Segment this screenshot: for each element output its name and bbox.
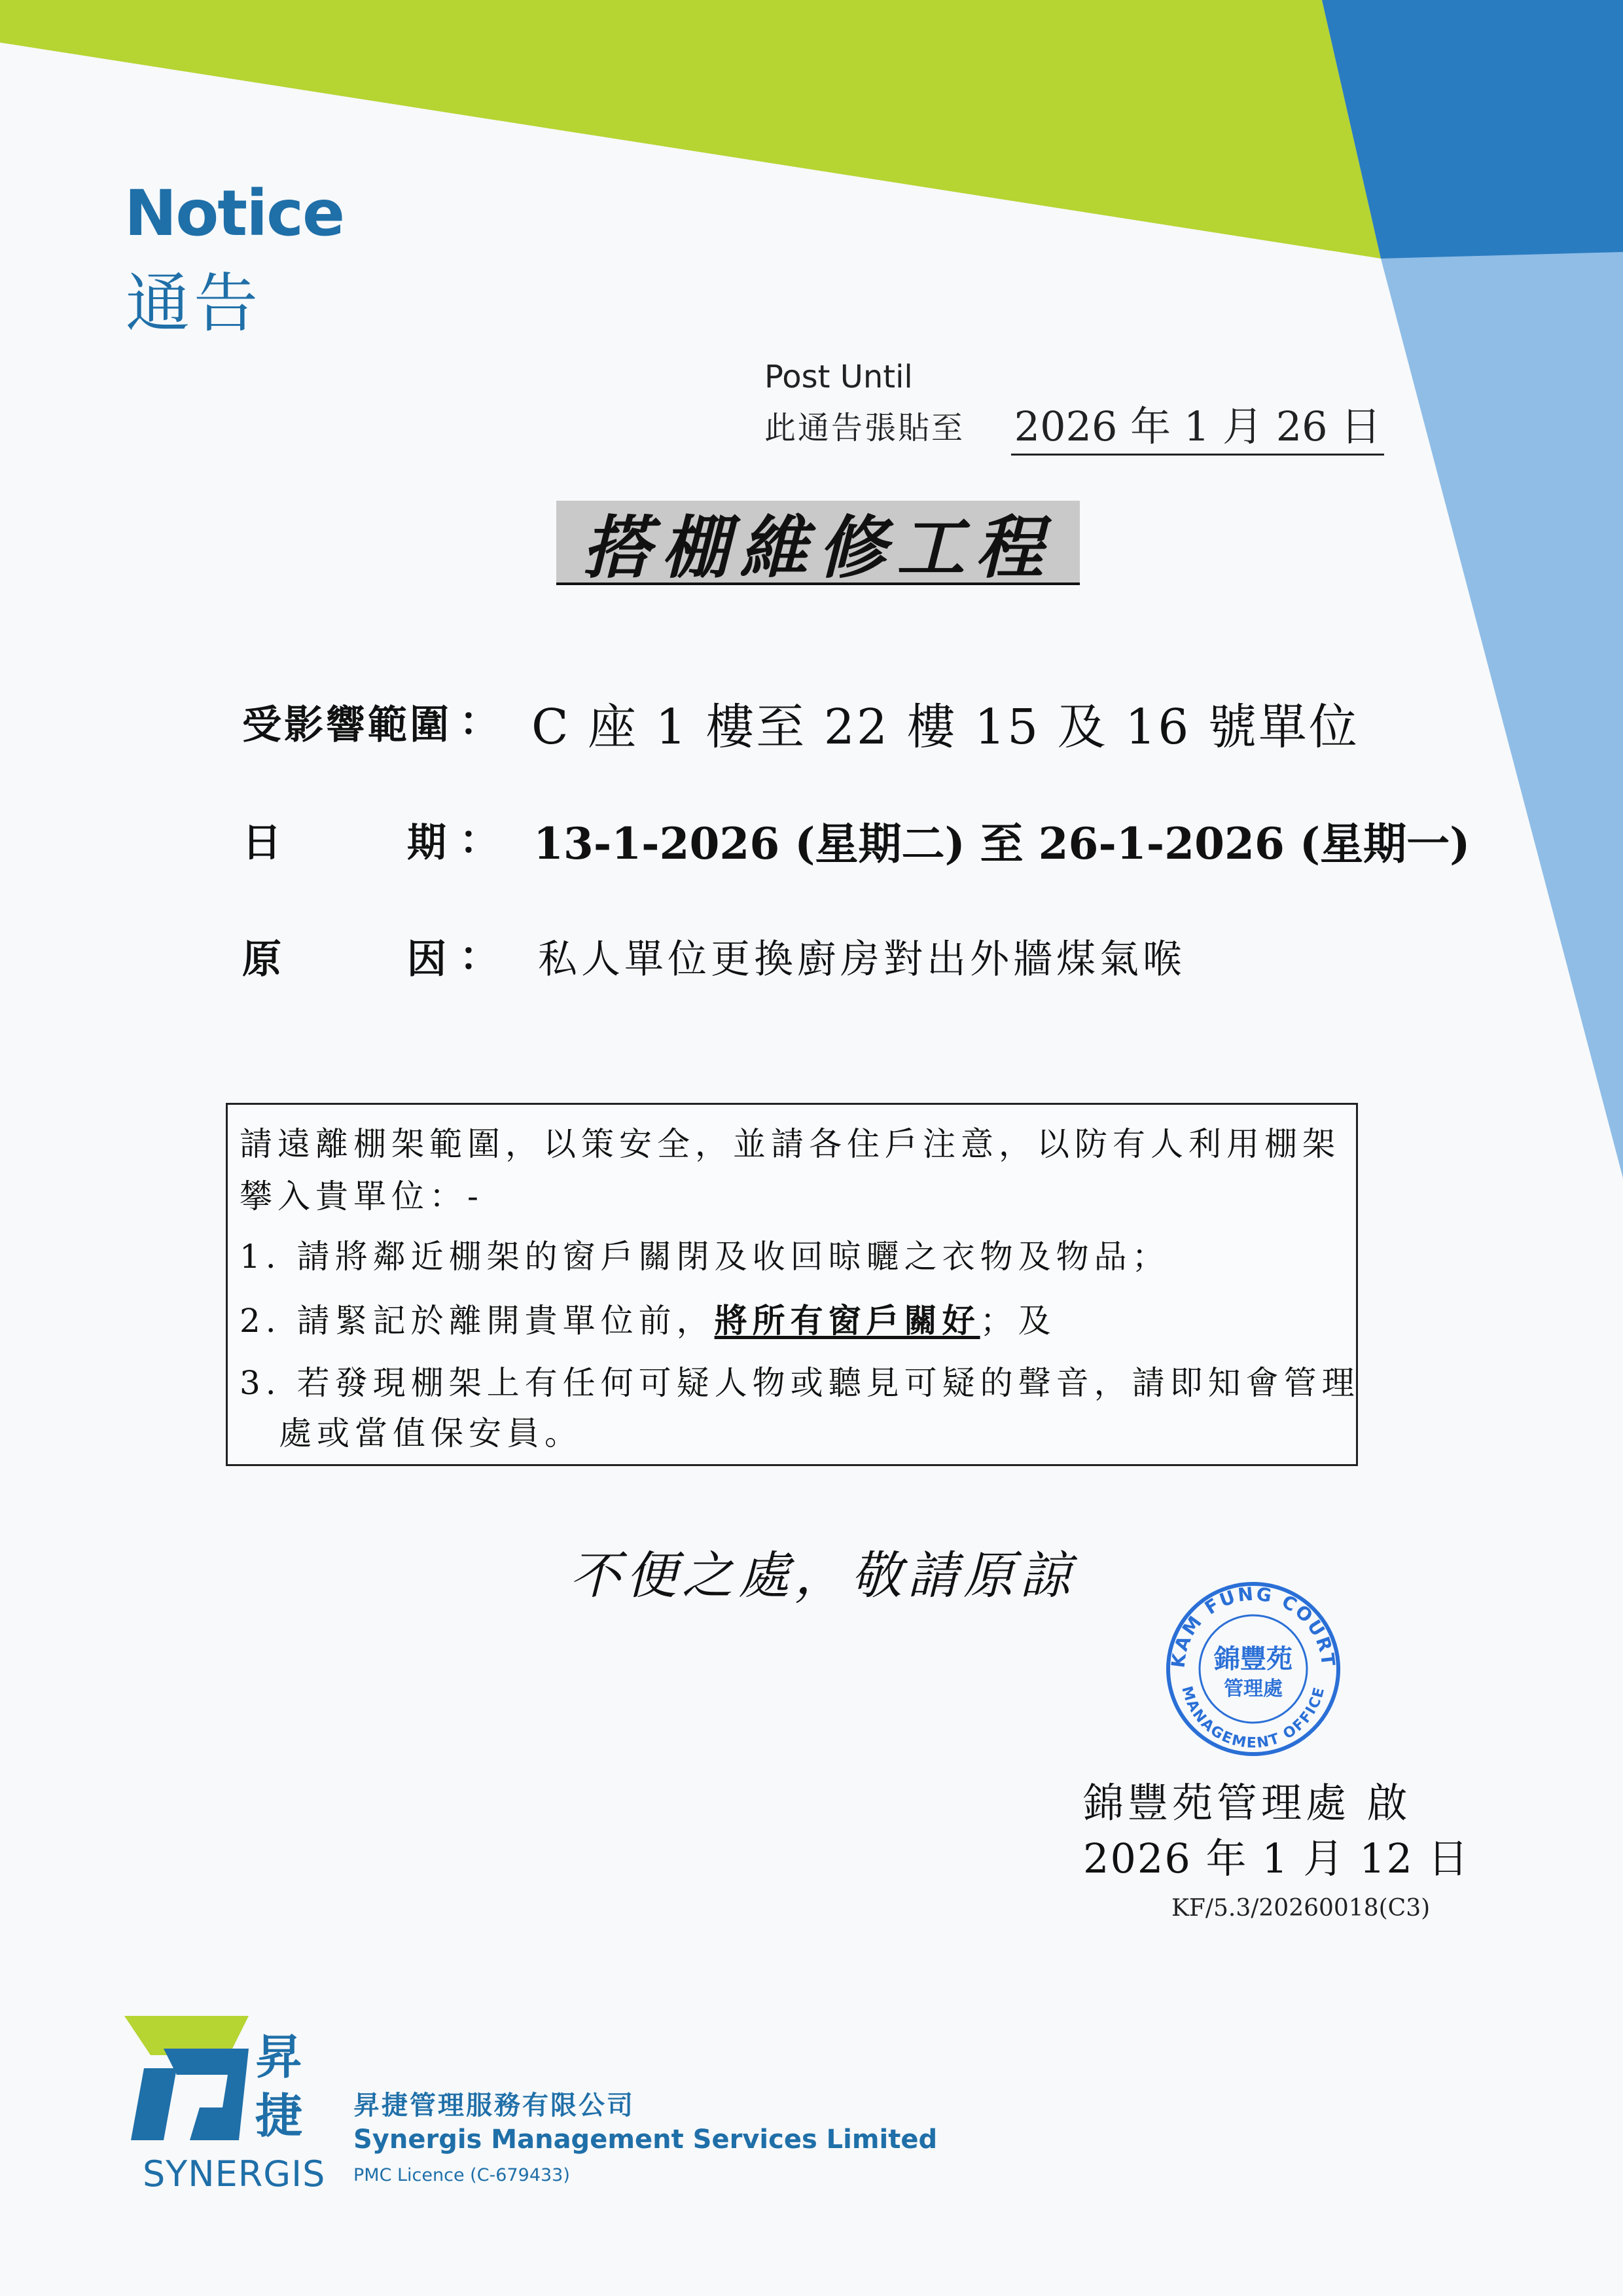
affected-area-label: 受影響範圍 bbox=[242, 702, 452, 748]
post-until-label-zh: 此通告張貼至 bbox=[764, 410, 965, 446]
issuer-signature: 錦豐苑管理處 啟 bbox=[1083, 1779, 1412, 1827]
notice-heading-box bbox=[556, 501, 1080, 588]
issue-date: 2026 年 1 月 12 日 bbox=[1083, 1835, 1470, 1882]
date-label-char-2: 期 bbox=[407, 820, 449, 866]
synergis-logo-icon bbox=[124, 2009, 275, 2153]
date-label-char-1: 日 bbox=[242, 820, 284, 866]
logo-chinese-char-1: 昇 bbox=[255, 2030, 303, 2085]
date-value: 13-1-2026 (星期二) 至 26-1-2026 (星期一) bbox=[533, 818, 1471, 869]
date-colon: ： bbox=[459, 817, 499, 863]
post-until-label-en: Post Until bbox=[764, 359, 913, 395]
notice-heading: 搭棚維修工程 bbox=[582, 507, 1054, 588]
logo-wordmark: SYNERGIS bbox=[143, 2153, 326, 2195]
stamp-center-line-2: 管理處 bbox=[1224, 1677, 1283, 1700]
reason-colon: ： bbox=[459, 934, 499, 980]
pmc-licence: PMC Licence (C-679433) bbox=[353, 2165, 570, 2185]
safety-intro-line-1: 請遠離棚架範圍，以策安全，並請各住戶注意，以防有人利用棚架 bbox=[240, 1125, 1340, 1163]
notice-title-zh: 通告 bbox=[126, 266, 262, 341]
reference-number: KF/5.3/20260018(C3) bbox=[1171, 1895, 1431, 1922]
management-office-stamp bbox=[1155, 1571, 1351, 1767]
safety-item-3-line-2: 處或當值保安員。 bbox=[279, 1414, 582, 1452]
safety-item-2 bbox=[240, 1295, 1056, 1342]
stamp-top-text: KAM FUNG COURT bbox=[1167, 1583, 1340, 1669]
safety-item-2-emphasis: 將所有窗戶關好 bbox=[714, 1301, 980, 1340]
affected-area-value: C 座 1 樓至 22 樓 15 及 16 號單位 bbox=[531, 699, 1359, 755]
safety-intro-line-2: 攀入貴單位：- bbox=[240, 1177, 484, 1215]
stamp-center-line-1: 錦豐苑 bbox=[1214, 1643, 1293, 1674]
reason-value: 私人單位更換廚房對出外牆煤氣喉 bbox=[538, 937, 1186, 982]
affected-area-row bbox=[242, 694, 452, 750]
safety-item-3-line-1: 3. 若發現棚架上有任何可疑人物或聽見可疑的聲音，請即知會管理 bbox=[240, 1364, 1360, 1402]
safety-item-2-prefix: 2. 請緊記於離開貴單位前， bbox=[240, 1302, 715, 1340]
notice-title-en: Notice bbox=[124, 177, 344, 250]
post-until-date: 2026 年 1 月 26 日 bbox=[1011, 394, 1384, 456]
company-name-en: Synergis Management Services Limited bbox=[353, 2125, 938, 2155]
apology-text: 不便之處，敬請原諒 bbox=[569, 1547, 1077, 1605]
safety-item-1: 1. 請將鄰近棚架的窗戶關閉及收回晾曬之衣物及物品； bbox=[240, 1238, 1170, 1276]
logo-chinese-char-2: 捷 bbox=[255, 2089, 303, 2144]
safety-item-2-suffix: ；及 bbox=[980, 1302, 1056, 1340]
affected-area-colon: ： bbox=[459, 699, 499, 745]
company-name-zh: 昇捷管理服務有限公司 bbox=[353, 2090, 635, 2121]
safety-notice-box bbox=[226, 1103, 1358, 1466]
reason-label-char-1: 原 bbox=[242, 937, 284, 982]
reason-label-char-2: 因 bbox=[407, 937, 449, 982]
stamp-bottom-text: MANAGEMENT OFFICE bbox=[1178, 1684, 1329, 1752]
